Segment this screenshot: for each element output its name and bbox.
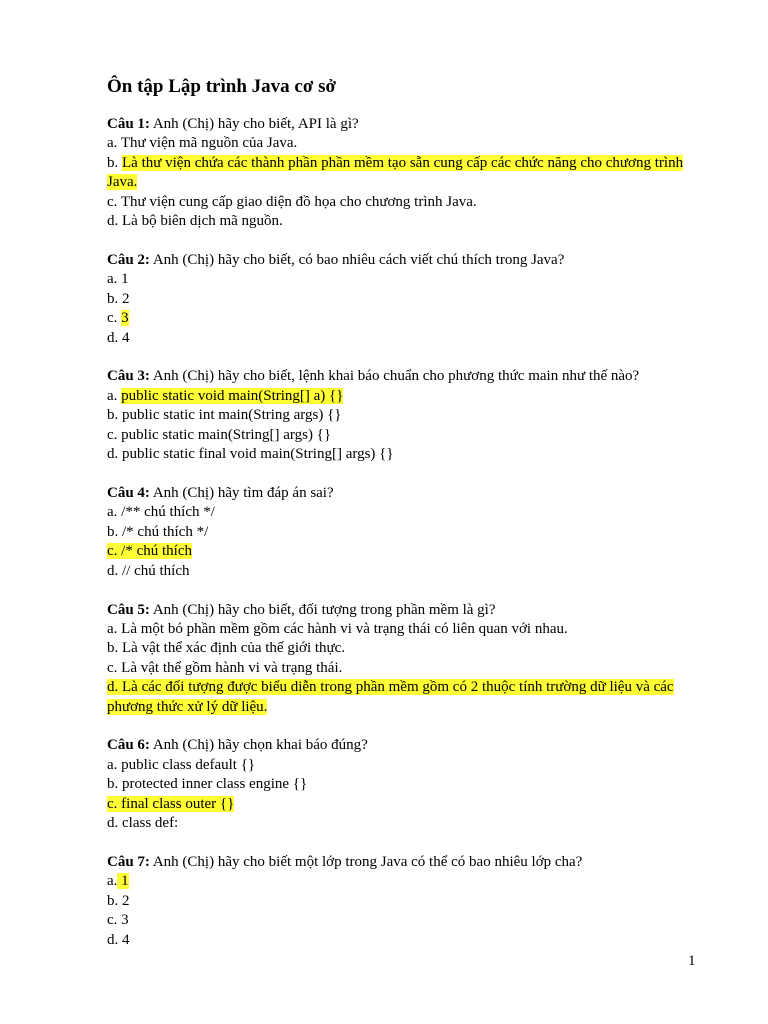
answer-option (107, 134, 707, 153)
question-5 (107, 601, 707, 717)
highlighted-answer: /* chú thích (121, 543, 192, 560)
highlighted-answer: Là thư viện chứa các thành phần phần mềm tạo sẵn cung cấp các chức năng cho chương trình Java. (107, 154, 684, 191)
option-prefix: b. (107, 407, 122, 424)
answer-option (107, 426, 707, 445)
question-prompt: Anh (Chị) hãy chọn khai báo đúng? (149, 737, 368, 754)
question-list (107, 115, 707, 950)
question-prompt: Anh (Chị) hãy cho biết, API là gì? (149, 116, 359, 132)
option-text: Là một bó phần mềm gồm các hành vi và trạng thái có liên quan với nhau. (121, 620, 568, 637)
question-label: Câu 1: (107, 116, 150, 132)
question-prompt: Anh (Chị) hãy cho biết, có bao nhiêu cách viết chú thích trong Java? (149, 251, 565, 268)
option-text: class def: (122, 815, 179, 832)
answer-option (107, 503, 707, 522)
option-text: 2 (122, 290, 130, 307)
question-text (107, 736, 707, 755)
option-text: Thư viện mã nguồn của Java. (120, 135, 298, 152)
answer-option (107, 931, 707, 950)
highlighted-answer: 3 (121, 310, 129, 327)
option-prefix: c. (107, 659, 122, 676)
option-prefix: d. (107, 562, 122, 579)
option-text: Là vật thể gồm hành vi và trạng thái. (121, 659, 343, 676)
question-label: Câu 3: (107, 368, 150, 385)
answer-option (107, 911, 707, 930)
answer-option (107, 523, 707, 542)
answer-option (107, 562, 707, 581)
highlighted-answer: public static void main(String[] a) {} (121, 387, 344, 404)
option-text: 2 (122, 892, 130, 909)
answer-option (107, 775, 707, 794)
question-label: Câu 7: (107, 854, 150, 870)
question-2 (107, 251, 707, 348)
question-3 (107, 367, 707, 464)
question-text (107, 115, 707, 134)
question-prompt: Anh (Chị) hãy cho biết, đối tượng trong phần mềm là gì? (149, 601, 496, 618)
option-text: public static main(String[] args) {} (121, 426, 332, 443)
option-prefix: b. (107, 776, 122, 793)
question-label: Câu 4: (107, 485, 150, 501)
option-prefix: d. (107, 931, 122, 948)
option-text: /* chú thích */ (122, 523, 209, 540)
option-prefix: a. (107, 620, 122, 637)
document-page (107, 75, 707, 970)
option-prefix: b. (107, 154, 122, 171)
question-prompt: Anh (Chị) hãy cho biết, lệnh khai báo chuẩn cho phương thức main như thế nào? (149, 368, 640, 385)
question-label: Câu 6: (107, 737, 150, 754)
question-text (107, 484, 707, 503)
question-label: Câu 5: (107, 601, 150, 618)
page-number: 1 (688, 953, 696, 969)
option-prefix: c. (107, 543, 122, 560)
option-prefix: d. (107, 446, 122, 463)
answer-option (107, 678, 707, 717)
option-text: public class default {} (121, 756, 256, 773)
option-text: public static int main(String args) {} (122, 407, 342, 424)
option-prefix: a. (107, 135, 121, 152)
option-text: 4 (122, 329, 130, 346)
question-6 (107, 736, 707, 833)
answer-option (107, 329, 707, 348)
answer-option (107, 659, 707, 678)
option-text: public static final void main(String[] args) {} (122, 446, 394, 463)
answer-option (107, 406, 707, 425)
question-prompt: Anh (Chị) hãy tìm đáp án sai? (149, 485, 334, 501)
question-text (107, 601, 707, 620)
question-1 (107, 115, 707, 231)
option-prefix: a. (107, 387, 122, 404)
question-prompt: Anh (Chị) hãy cho biết một lớp trong Java có thể có bao nhiêu lớp cha? (149, 854, 583, 870)
option-prefix: b. (107, 892, 122, 909)
answer-option (107, 290, 707, 309)
answer-option (107, 193, 707, 212)
question-text (107, 367, 707, 386)
option-prefix: d. (107, 213, 122, 230)
answer-option (107, 309, 707, 328)
option-prefix: c. (107, 426, 122, 443)
answer-option (107, 620, 707, 639)
option-prefix: c. (107, 310, 122, 327)
option-prefix: b. (107, 523, 122, 540)
question-7 (107, 853, 707, 950)
question-text (107, 853, 707, 872)
question-4 (107, 484, 707, 581)
option-text: Là bộ biên dịch mã nguồn. (122, 213, 283, 230)
option-prefix: c. (107, 795, 122, 812)
option-text: 1 (121, 271, 129, 288)
option-text: 4 (122, 931, 130, 948)
answer-option (107, 542, 707, 561)
option-prefix: a. (107, 873, 118, 890)
option-prefix: d. (107, 329, 122, 346)
option-prefix: b. (107, 640, 122, 657)
answer-option (107, 795, 707, 814)
option-text: Thư viện cung cấp giao diện đồ họa cho chương trình Java. (120, 193, 477, 210)
answer-option (107, 445, 707, 464)
option-text: protected inner class engine {} (122, 776, 308, 793)
answer-option (107, 872, 707, 891)
option-text: // chú thích (122, 562, 190, 579)
document-title: Ôn tập Lập trình Java cơ sở (107, 76, 337, 97)
answer-option (107, 270, 707, 289)
answer-option (107, 814, 707, 833)
option-prefix: a. (107, 504, 122, 521)
highlighted-answer: Là các đối tượng được biểu diễn trong phần mềm gồm có 2 thuộc tính trường dữ liệu và các phương thức xử lý dữ liệu. (107, 679, 674, 715)
option-prefix: c. (107, 193, 121, 210)
option-prefix: b. (107, 290, 122, 307)
option-text: 3 (121, 912, 129, 929)
question-text (107, 251, 707, 270)
option-prefix: c. (107, 912, 122, 929)
answer-option (107, 212, 707, 231)
highlighted-answer: 1 (117, 873, 129, 890)
option-text: /** chú thích */ (121, 504, 215, 521)
highlighted-answer: final class outer {} (121, 795, 235, 812)
option-text: Là vật thể xác định của thế giới thực. (122, 640, 346, 657)
answer-option (107, 756, 707, 775)
option-prefix: d. (107, 679, 122, 696)
option-prefix: a. (107, 756, 122, 773)
answer-option (107, 639, 707, 658)
answer-option (107, 154, 707, 193)
option-prefix: a. (107, 271, 122, 288)
option-prefix: d. (107, 815, 122, 832)
answer-option (107, 892, 707, 911)
question-label: Câu 2: (107, 251, 150, 268)
answer-option (107, 387, 707, 406)
